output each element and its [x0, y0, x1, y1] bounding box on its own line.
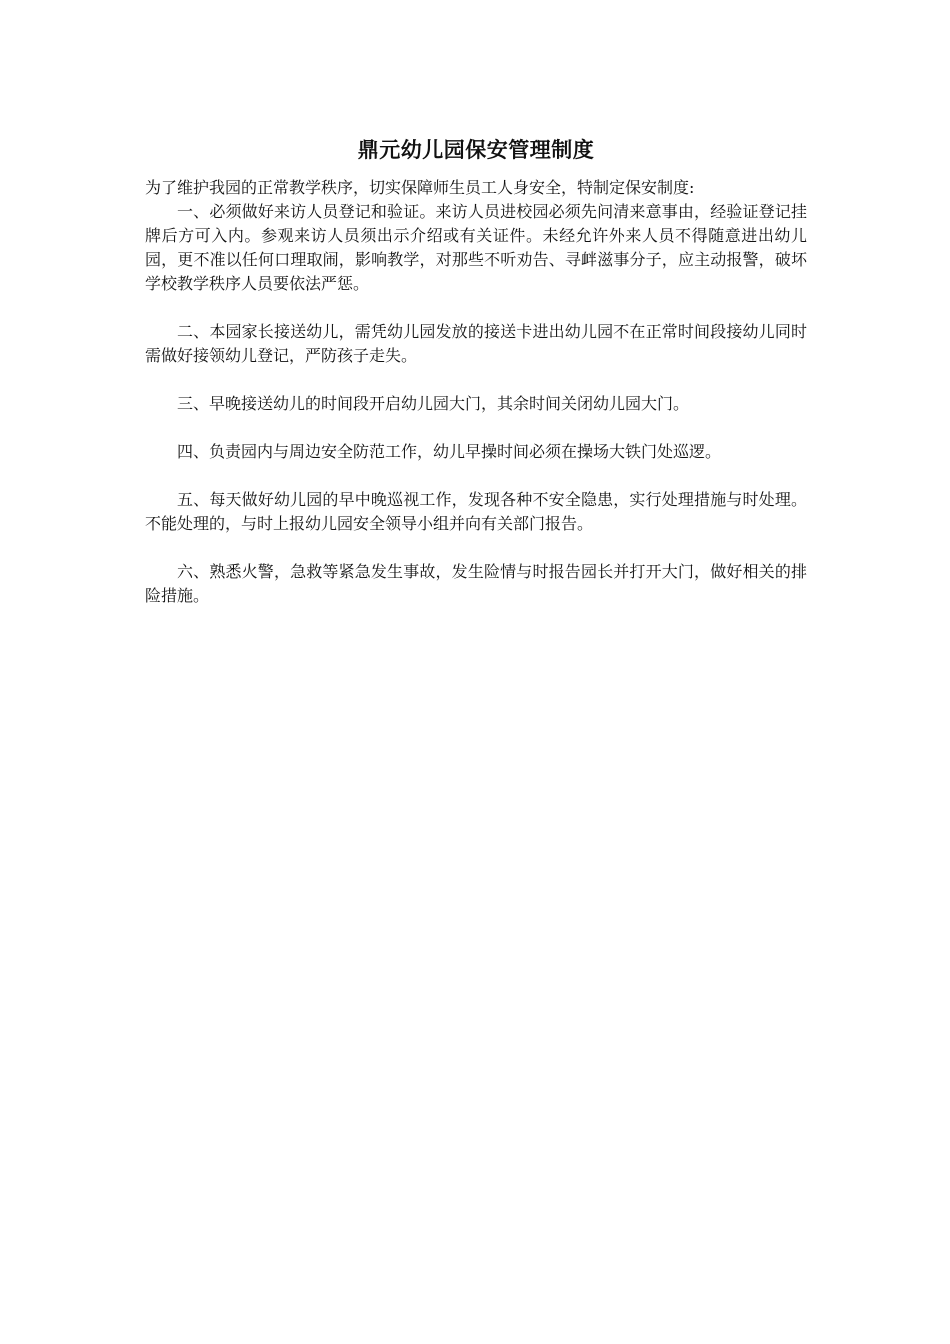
document-page — [145, 134, 807, 608]
paragraph-spacer — [145, 416, 807, 440]
paragraph-6: 六、熟悉火警，急救等紧急发生事故，发生险情与时报告园长并打开大门，做好相关的排险措施。 — [145, 562, 807, 605]
paragraph-1: 一、必须做好来访人员登记和验证。来访人员进校园必须先问清来意事由，经验证登记挂牌后方可入内。参观来访人员须出示介绍或有关证件。未经允许外来人员不得随意进出幼儿园，更不准以任何口理取闹，影响教学，对那些不听劝告、寻衅滋事分子，应主动报警，破坏学校教学秩序人员要依法严惩。 — [145, 202, 807, 293]
paragraph-spacer — [145, 296, 807, 320]
paragraph-spacer — [145, 536, 807, 560]
paragraph-spacer — [145, 464, 807, 488]
intro-text: 为了维护我园的正常教学秩序，切实保障师生员工人身安全，特制定保安制度: — [145, 178, 695, 197]
paragraph-3: 三、早晚接送幼儿的时间段开启幼儿园大门，其余时间关闭幼儿园大门。 — [177, 394, 690, 413]
paragraph-4: 四、负责园内与周边安全防范工作，幼儿早操时间必须在操场大铁门处巡逻。 — [177, 442, 722, 461]
paragraph-5: 五、每天做好幼儿园的早中晚巡视工作，发现各种不安全隐患，实行处理措施与时处理。不能处理的，与时上报幼儿园安全领导小组并向有关部门报告。 — [145, 490, 807, 533]
document-title: 鼎元幼儿园保安管理制度 — [357, 137, 595, 162]
paragraph-2: 二、本园家长接送幼儿，需凭幼儿园发放的接送卡进出幼儿园不在正常时间段接幼儿同时需做好接领幼儿登记，严防孩子走失。 — [145, 322, 807, 365]
paragraph-spacer — [145, 368, 807, 392]
